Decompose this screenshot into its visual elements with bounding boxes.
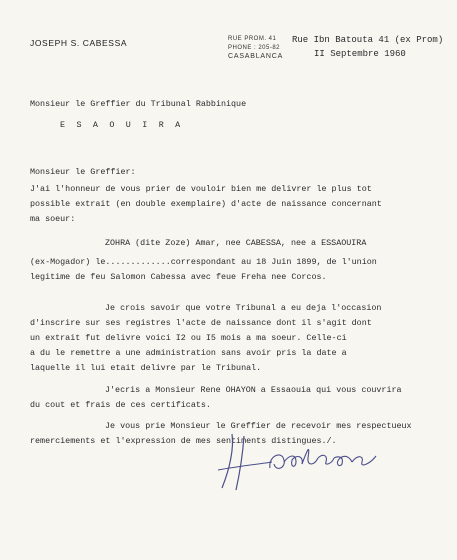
body-line: J'ai l'honneur de vous prier de vouloir bien me delivrer le plus tot (30, 184, 372, 194)
body-line: Je crois savoir que votre Tribunal a eu deja l'occasion (105, 303, 382, 313)
body-line: J'ecris a Monsieur Rene OHAYON a Essaouia qui vous couvrira (105, 385, 402, 395)
body-line: un extrait fut delivre voici I2 ou I5 mois a ma soeur. Celle-ci (30, 333, 347, 343)
body-line: laquelle il lui etait delivre par le Tribunal. (30, 363, 262, 373)
letter-date: II Septembre 1960 (314, 49, 406, 59)
body-line: ZOHRA (dite Zoze) Amar, nee CABESSA, nee a ESSAOUIRA (105, 238, 367, 248)
letterhead-street: RUE PROM. 41 (228, 36, 277, 42)
letterhead-city: CASABLANCA (228, 53, 284, 60)
letterhead-name: JOSEPH S. CABESSA (30, 38, 128, 48)
letterhead-phone: PHONE : 205-82 (228, 45, 281, 51)
body-line: a du le remettre a une administration sans avoir pris la date a (30, 348, 347, 358)
salutation: Monsieur le Greffier: (30, 167, 136, 177)
body-line: legitime de feu Salomon Cabessa avec feue Freha nee Corcos. (30, 272, 327, 282)
body-line: d'inscrire sur ses registres l'acte de naissance dont il s'agit dont (30, 318, 372, 328)
typed-address: Rue Ibn Batouta 41 (ex Prom) (292, 35, 444, 45)
body-line: du cout et frais de ces certificats. (30, 400, 211, 410)
body-line: (ex-Mogador) le.............correspondant au 18 Juin 1899, de l'union (30, 257, 377, 267)
body-line: remerciements et l'expression de mes sentiments distingues./. (30, 436, 337, 446)
body-line: Je vous prie Monsieur le Greffier de recevoir mes respectueux (105, 421, 412, 431)
recipient-line: Monsieur le Greffier du Tribunal Rabbinique (30, 99, 247, 109)
body-line: possible extrait (en double exemplaire) d'acte de naissance concernant (30, 199, 382, 209)
handwritten-signature (210, 428, 400, 498)
recipient-city: E S A O U I R A (60, 120, 184, 130)
body-line: ma soeur: (30, 214, 76, 224)
